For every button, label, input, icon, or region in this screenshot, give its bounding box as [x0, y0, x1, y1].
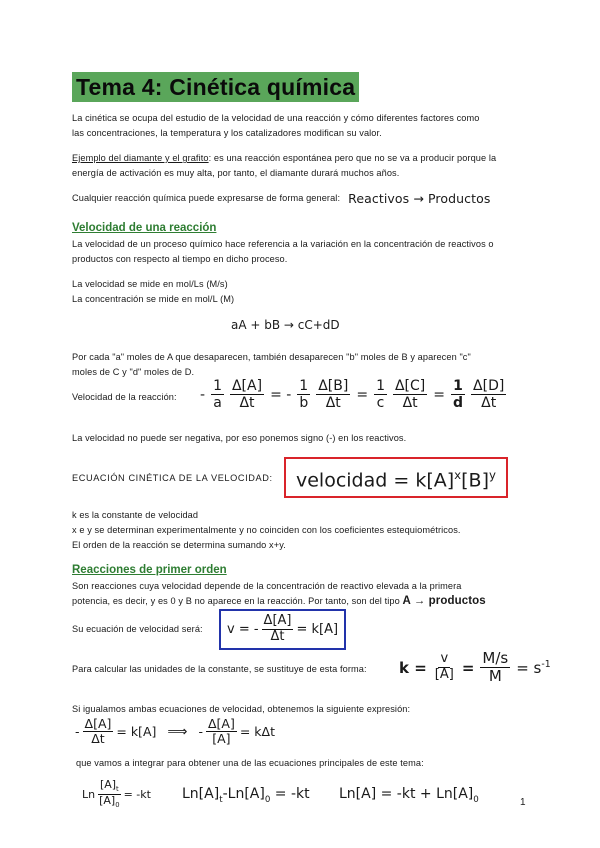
- negative-note: La velocidad no puede ser negativa, por eso ponemos signo (-) en los reactivos.: [72, 433, 407, 443]
- integrated-equation-1: [82, 779, 151, 810]
- coef-num: 1: [299, 378, 309, 394]
- first-order-type: A → productos: [402, 595, 486, 607]
- rate-label: Velocidad de la reacción:: [72, 392, 177, 402]
- units-equation: [399, 650, 551, 686]
- section-heading-first-order: Reacciones de primer orden: [72, 564, 227, 576]
- general-formula: Reactivos → Productos: [348, 191, 491, 206]
- units-line: La concentración se mide en mol/L (M): [72, 294, 235, 304]
- first-order-eq-label: Su ecuación de velocidad será:: [72, 624, 203, 634]
- rate-equation: [200, 378, 506, 411]
- units-label: Para calcular las unidades de la constante, se sustituye de esta forma:: [72, 664, 367, 674]
- example-line: energía de activación es muy alta, por tanto, el diamante durará muchos años.: [72, 168, 400, 178]
- units-fraction-2: [480, 650, 510, 686]
- num-subscript: t: [116, 785, 119, 794]
- frac-num: [A]: [99, 778, 117, 791]
- delta-num: Δ[B]: [318, 378, 349, 394]
- notes-paragraph: [72, 508, 461, 553]
- frac-den: Δt: [91, 731, 105, 747]
- frac-num: Δ[A]: [207, 716, 235, 731]
- moles-paragraph: [72, 350, 471, 380]
- general-form: [72, 191, 491, 206]
- right-fraction: [206, 717, 237, 747]
- example-label: Ejemplo del diamante y el grafito: [72, 153, 209, 163]
- seconds-unit: = s: [516, 658, 542, 677]
- example-text: : es una reacción espontánea pero que no se va a producir porque la: [208, 153, 497, 163]
- units-fraction-1: [433, 652, 456, 683]
- general-text: Cualquier reacción química puede expresarse de forma general:: [72, 193, 341, 203]
- delta-den: Δt: [402, 395, 418, 412]
- coefficient-fraction-b: [297, 378, 310, 411]
- kinetic-mid: [B]: [461, 469, 489, 492]
- delta-fraction-c: [393, 378, 427, 411]
- velocity-paragraph: [72, 237, 494, 267]
- kinetic-equation-box: [284, 457, 508, 498]
- frac-den: [A]: [212, 731, 231, 747]
- integrated-equation-3: [339, 786, 479, 805]
- subscript-t: t: [219, 794, 223, 805]
- eq-right: = -kt: [270, 786, 310, 802]
- frac-num: Δ[A]: [84, 716, 112, 731]
- subscript-0: 0: [264, 794, 271, 805]
- delta-fraction-a: [230, 378, 264, 411]
- delta-fraction-d: [471, 378, 506, 411]
- intro-line: las concentraciones, la temperatura y los catalizadores modifican su valor.: [72, 128, 382, 138]
- delta-fraction: [262, 614, 294, 645]
- coefficient-fraction-c: [374, 378, 387, 411]
- intro-paragraph: [72, 111, 479, 141]
- coef-den: a: [213, 395, 222, 412]
- equals-sign: = -: [270, 386, 292, 403]
- equals-sign: =: [356, 386, 369, 403]
- note-line: El orden de la reacción se determina sumando x+y.: [72, 540, 286, 550]
- note-line: k es la constante de velocidad: [72, 510, 199, 520]
- first-order-line: potencia, es decir, y es 0 y B no aparece en la reacción. Por tanto, son del tipo: [72, 596, 400, 606]
- left-fraction: [83, 717, 114, 747]
- eq-right: = k[A]: [296, 621, 339, 637]
- page-number: 1: [520, 797, 526, 808]
- ratio-fraction: [97, 779, 121, 810]
- coef-den: b: [299, 395, 309, 412]
- delta-num: Δ[C]: [394, 378, 426, 394]
- ln-eq: Ln[A] = -kt + Ln[A]: [339, 786, 474, 802]
- first-order-paragraph: [72, 579, 486, 609]
- exponent-x: x: [454, 468, 462, 482]
- coef-num: 1: [453, 378, 463, 394]
- coefficient-fraction-d: [451, 378, 465, 411]
- eq-left: v = -: [227, 621, 259, 637]
- integrated-equation-2: [182, 786, 310, 805]
- frac-den: [A]: [434, 667, 454, 683]
- eq-right: = -kt: [123, 788, 151, 802]
- page-title: Tema 4: Cinética química: [72, 72, 359, 102]
- units-line: La velocidad se mide en mol/Ls (M/s): [72, 279, 228, 289]
- first-order-equation-box: [219, 609, 346, 650]
- first-order-line: Son reacciones cuya velocidad depende de la concentración de reactivo elevada a la primera: [72, 581, 462, 591]
- delta-den: Δt: [481, 395, 497, 412]
- example-paragraph: [72, 151, 496, 181]
- implies-arrow-icon: ⟹: [167, 723, 188, 740]
- den-subscript: 0: [115, 801, 120, 810]
- k-equals: k =: [399, 658, 427, 677]
- coef-num: 1: [376, 378, 385, 394]
- right-right-side: = kΔt: [239, 724, 275, 740]
- equals-sign: =: [433, 386, 445, 403]
- intro-line: La cinética se ocupa del estudio de la velocidad de una reacción y cómo diferentes factores como: [72, 113, 480, 123]
- moles-line: Por cada "a" moles de A que desaparecen, también desaparecen "b" moles de B y aparecen "c": [72, 352, 471, 362]
- delta-num: Δ[D]: [473, 378, 505, 394]
- note-line: x e y se determinan experimentalmente y no coinciden con los coeficientes estequiométricos.: [72, 525, 461, 535]
- coef-den: c: [376, 395, 385, 412]
- frac-num: M/s: [482, 649, 509, 667]
- coef-den: d: [453, 395, 464, 412]
- equals-sign: =: [461, 658, 475, 677]
- moles-line: moles de C y "d" moles de D.: [72, 367, 195, 377]
- delta-fraction-b: [316, 378, 350, 411]
- delta-num: Δ[A]: [231, 378, 263, 394]
- kinetic-label: ECUACIÓN CINÉTICA DE LA VELOCIDAD:: [72, 473, 273, 483]
- equal-equation: [75, 717, 275, 747]
- minus-sign: -: [200, 386, 206, 403]
- minus-sign: -: [75, 724, 80, 740]
- velocity-line: productos con respecto al tiempo en dicho proceso.: [72, 254, 288, 264]
- coef-num: 1: [213, 378, 222, 394]
- general-reaction: aA + bB → cC+dD: [231, 318, 340, 332]
- frac-den: [A]: [99, 794, 116, 808]
- equal-label: Si igualamos ambas ecuaciones de velocidad, obtenemos la siguiente expresión:: [72, 704, 411, 714]
- left-right-side: = k[A]: [116, 724, 157, 740]
- delta-den: Δt: [239, 395, 255, 412]
- velocity-line: La velocidad de un proceso químico hace referencia a la variación en la concentración de reactivos o: [72, 239, 494, 249]
- units-paragraph: [72, 277, 234, 307]
- frac-den: M: [488, 667, 502, 686]
- kinetic-left: velocidad = k[A]: [296, 469, 455, 492]
- ln-label: Ln: [82, 788, 96, 802]
- units-exponent: -1: [541, 658, 551, 670]
- minus-sign: -: [198, 724, 203, 740]
- ln-at: Ln[A]: [182, 786, 220, 802]
- delta-den: Δt: [325, 395, 341, 412]
- exponent-y: y: [489, 468, 496, 482]
- frac-num: Δ[A]: [263, 613, 292, 628]
- subscript-0: 0: [473, 794, 479, 805]
- coefficient-fraction-a: [211, 378, 224, 411]
- frac-den: Δt: [270, 628, 285, 644]
- section-heading-velocity: Velocidad de una reacción: [72, 222, 217, 234]
- frac-num: v: [440, 651, 449, 667]
- ln-a0: -Ln[A]: [222, 786, 265, 802]
- integrate-label: que vamos a integrar para obtener una de las ecuaciones principales de este tema:: [76, 758, 424, 768]
